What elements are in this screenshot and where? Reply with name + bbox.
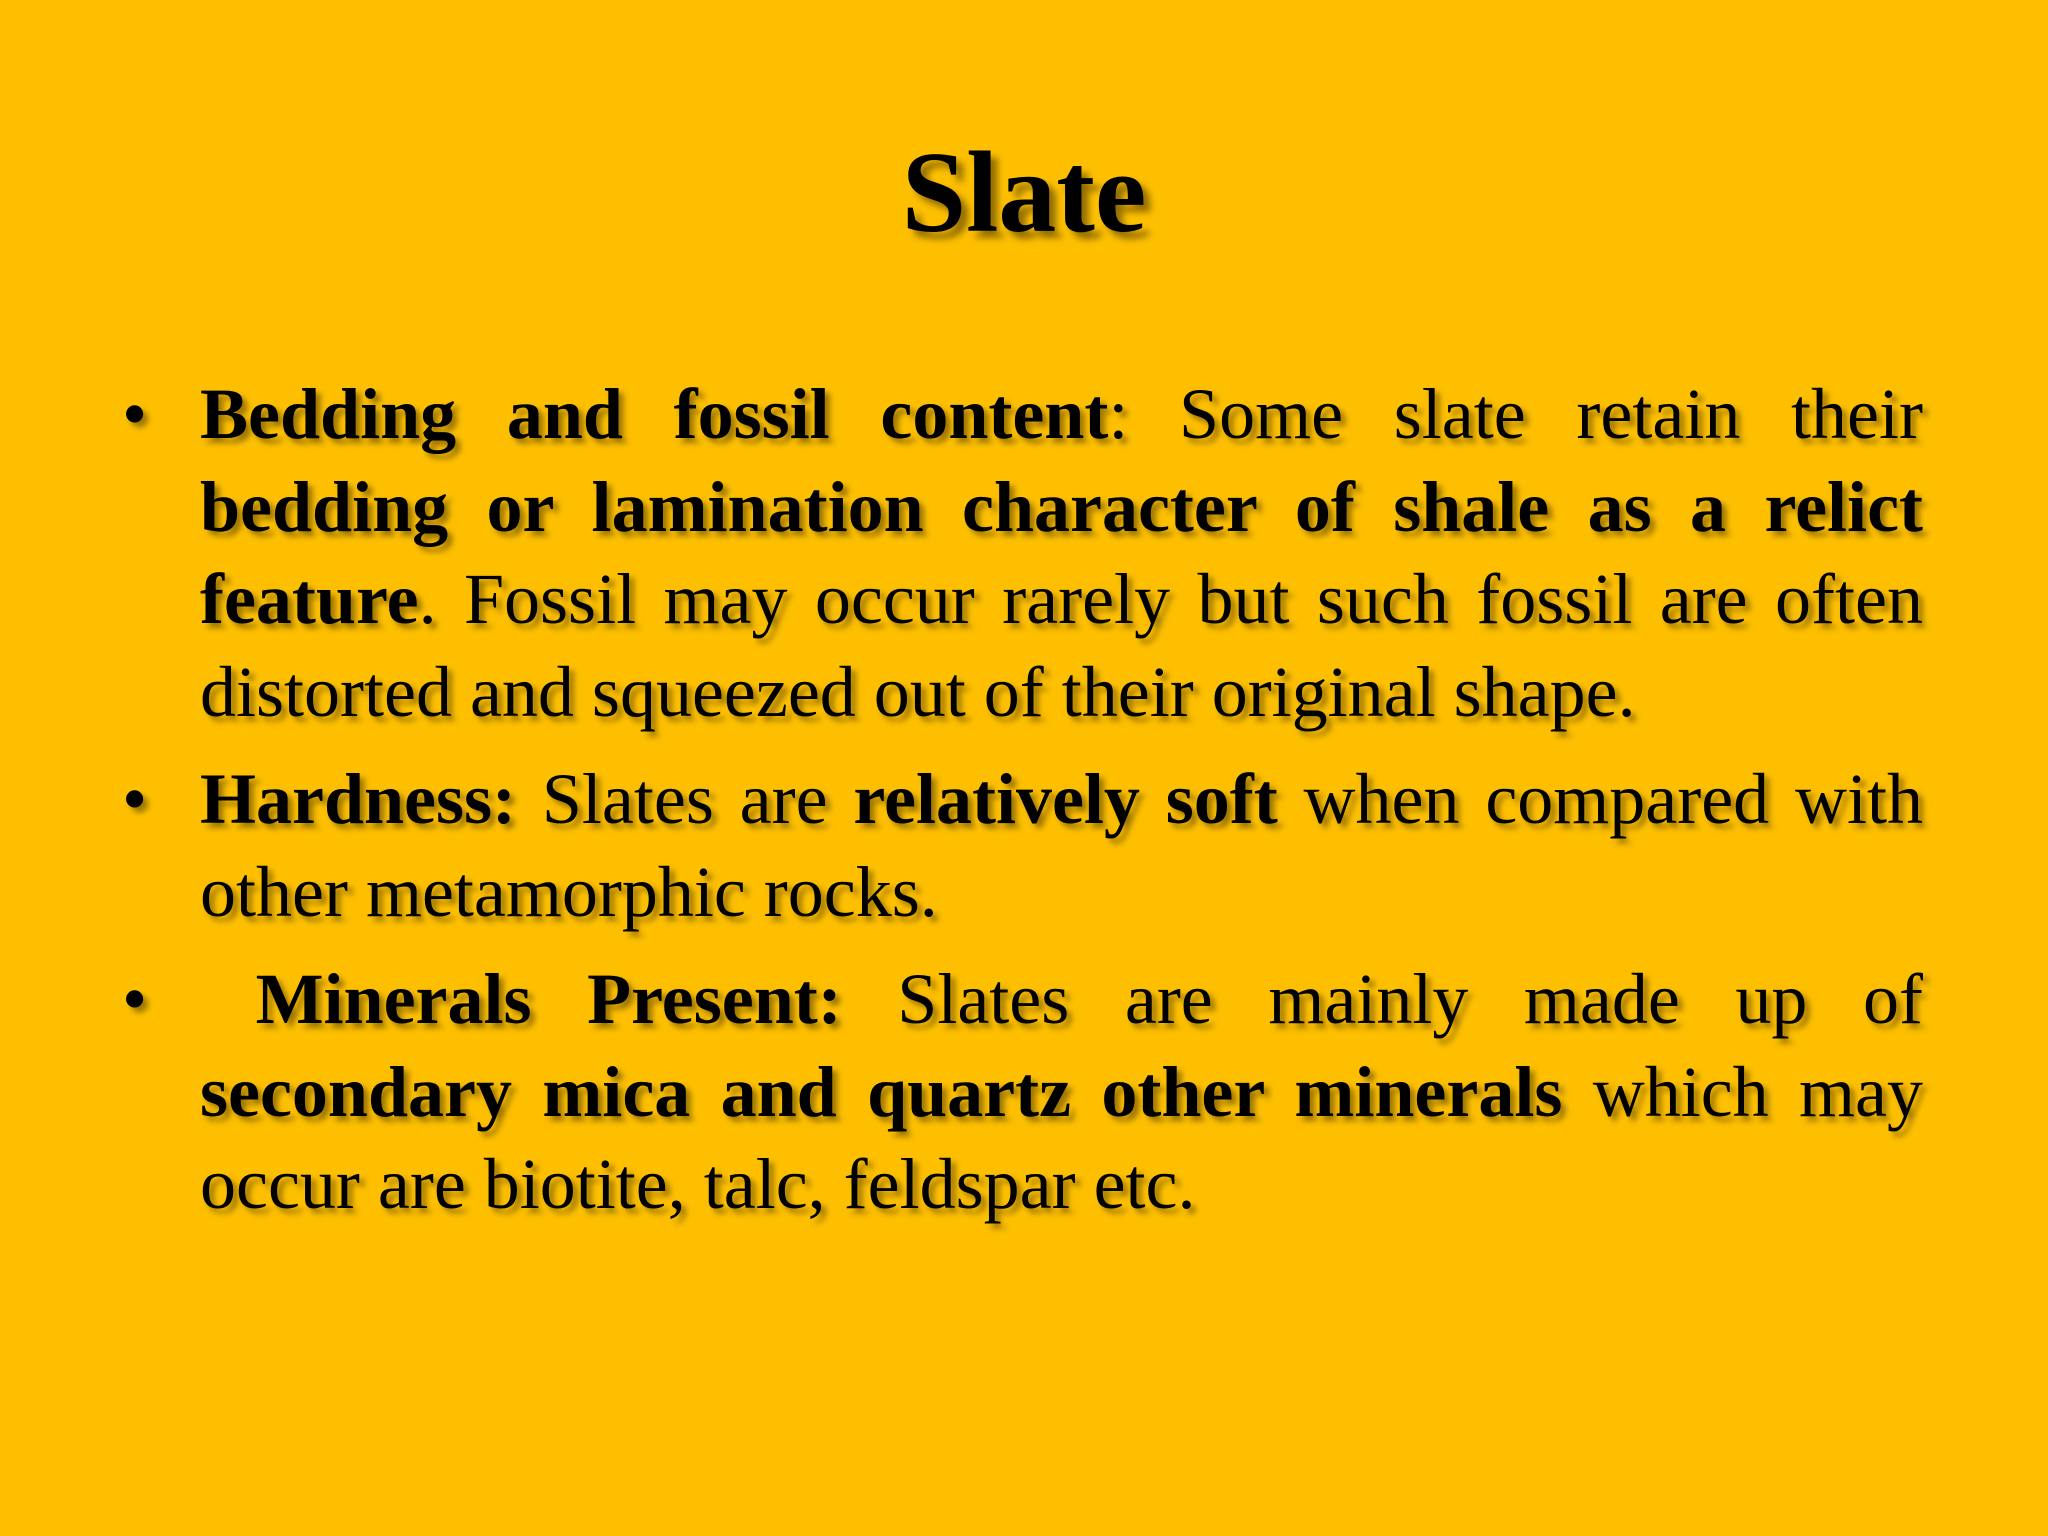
bullet-dot-icon: •	[122, 959, 148, 1039]
bullet-text: Some slate retain their	[1179, 374, 1923, 454]
bullet-lead-space	[200, 959, 256, 1039]
bullet-emphasis: relatively soft	[853, 759, 1278, 839]
bullet-separator: :	[1108, 374, 1180, 454]
bullet-list	[122, 368, 1924, 1231]
bullet-emphasis: secondary mica and quartz other minerals	[200, 1051, 1563, 1132]
bullet-text: which may occur are biotite, talc, feldspar etc.	[200, 1051, 1923, 1224]
bullet-item-minerals	[122, 953, 1923, 1231]
bullet-dot-icon: •	[122, 759, 148, 839]
bullet-heading: Bedding and fossil content	[200, 374, 1109, 454]
bullet-dot-icon: •	[122, 374, 148, 454]
bullet-text: Slates are	[516, 759, 854, 839]
slide-title: Slate	[901, 129, 1147, 257]
bullet-heading: Hardness:	[200, 759, 517, 839]
bullet-text: Slates are mainly made up of	[841, 959, 1923, 1039]
bullet-heading: Minerals Present:	[255, 959, 842, 1039]
bullet-text: . Fossil may occur rarely but such fossil are often distorted and squeezed out of their original shape.	[200, 559, 1923, 732]
bullet-emphasis: bedding or lamination character of shale as a relict feature	[200, 466, 1923, 639]
bullet-text: when compared with other metamorphic rocks.	[200, 759, 1924, 932]
bullet-item-hardness	[122, 753, 1924, 938]
bullet-item-bedding	[122, 368, 1923, 738]
